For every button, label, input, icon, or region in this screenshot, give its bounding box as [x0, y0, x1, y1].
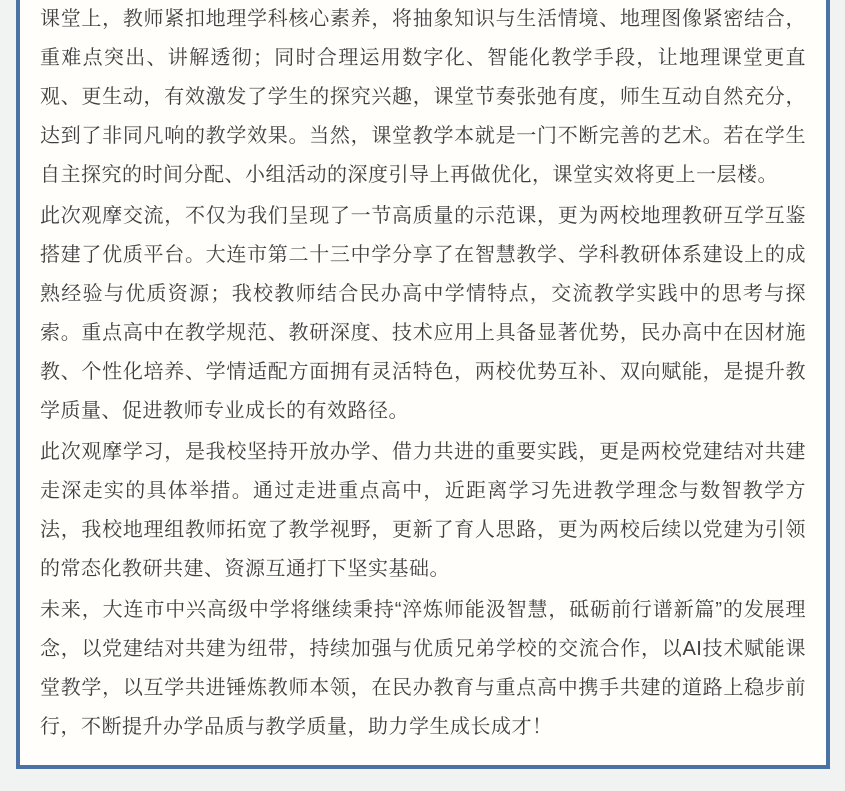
- paragraph-classroom-teaching: 课堂上，教师紧扣地理学科核心素养，将抽象知识与生活情境、地理图像紧密结合，重难点突出、讲解透彻；同时合理运用数字化、智能化教学手段，让地理课堂更直观、更生动，有效激发了学生的探究兴趣，课堂节奏张弛有度，师生互动自然充分，达到了非同凡响的教学效果。当然，课堂教学本就是一门不断完善的艺术。若在学生自主探究的时间分配、小组活动的深度引导上再做优化，课堂实效将更上一层楼。: [40, 8, 806, 186]
- paragraph-observation-study: 此次观摩学习，是我校坚持开放办学、借力共进的重要实践，更是两校党建结对共建走深走实的具体举措。通过走进重点高中，近距离学习先进教学理念与数智教学方法，我校地理组教师拓宽了教学视野，更新了育人思路，更为两校后续以党建为引领的常态化教研共建、资源互通打下坚实基础。: [40, 441, 806, 580]
- article-content-card: [16, 0, 830, 769]
- paragraph-observation-exchange: 此次观摩交流，不仅为我们呈现了一节高质量的示范课，更为两校地理教研互学互鉴搭建了优质平台。大连市第二十三中学分享了在智慧教学、学科教研体系建设上的成熟经验与优质资源；我校教师结合民办高中学情特点，交流教学实践中的思考与探索。重点高中在教学规范、教研深度、技术应用上具备显著优势，民办高中在因材施教、个性化培养、学情适配方面拥有灵活特色，两校优势互补、双向赋能，是提升教学质量、促进教师专业成长的有效路径。: [40, 205, 806, 422]
- paragraph-future-outlook: 未来，大连市中兴高级中学将继续秉持“淬炼师能汲智慧，砥砺前行谱新篇”的发展理念，以党建结对共建为纽带，持续加强与优质兄弟学校的交流合作，以AI技术赋能课堂教学，以互学共进锤炼教师本领，在民办教育与重点高中携手共建的道路上稳步前行，不断提升办学品质与教学质量，助力学生成长成才！: [40, 599, 806, 738]
